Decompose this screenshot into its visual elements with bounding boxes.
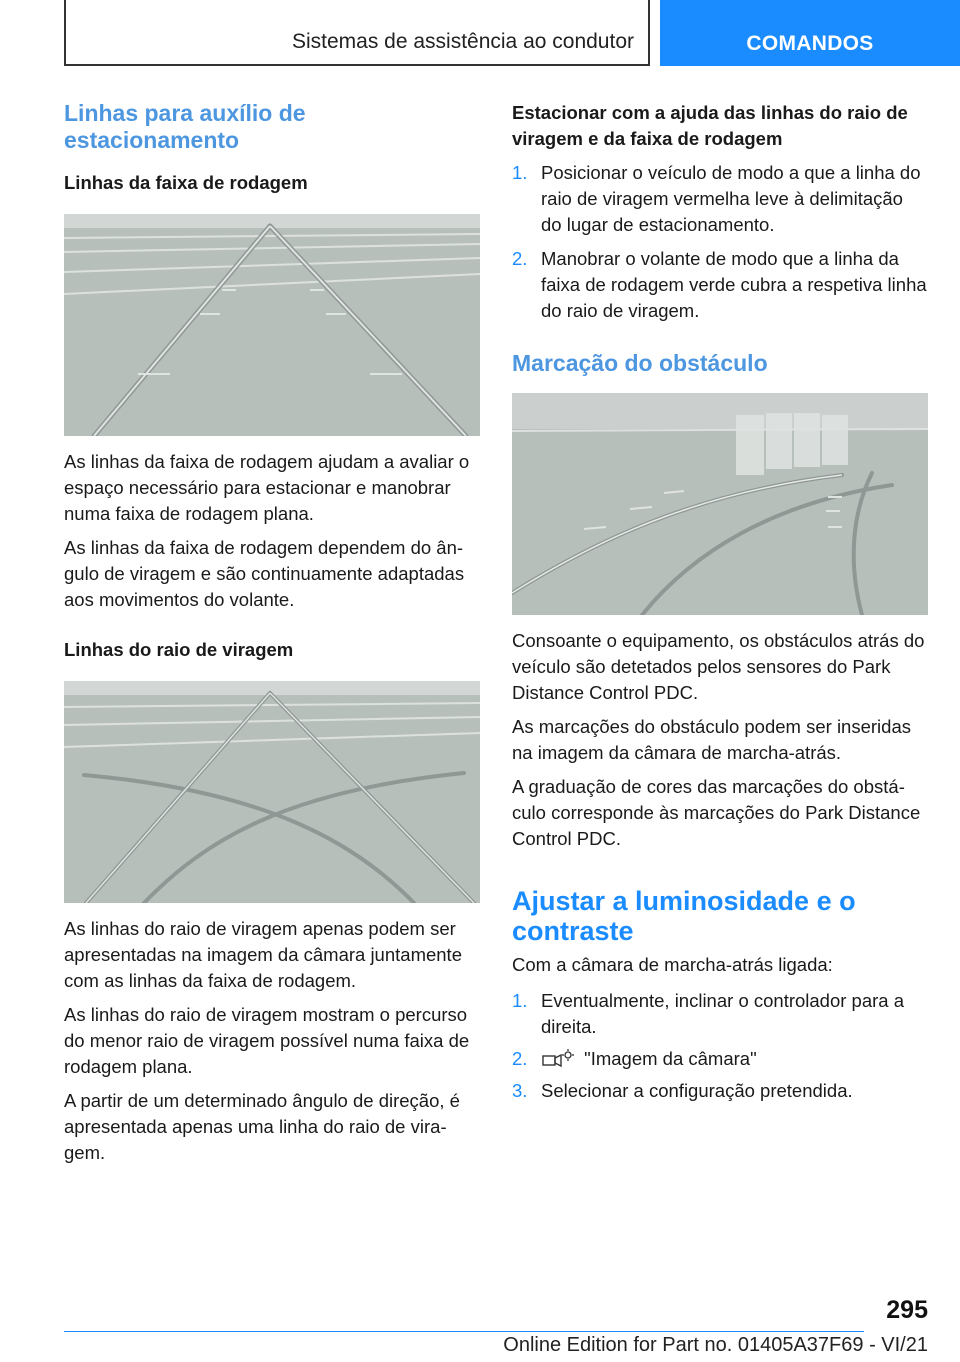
paragraph-turning-radius-3: A partir de um determinado ângulo de direção, é apresentada apenas uma linha do raio de viragem. — [64, 1090, 460, 1163]
step-text: "Imagem da câmara" — [584, 1048, 757, 1069]
page-header — [0, 0, 960, 66]
paragraph-turning-radius-1: As linhas do raio de viragem apenas podem ser apresentadas na imagem da câmara juntamente com as linhas da faixa de rodagem. — [64, 918, 462, 991]
footer-divider — [64, 1331, 864, 1332]
step-number: 3. — [512, 1080, 528, 1101]
step-text: Eventualmente, inclinar o controlador para a direita. — [541, 990, 905, 1037]
section-title: Sistemas de assistência ao condutor — [291, 30, 634, 53]
heading-parking-lines: Linhas para auxílio de estacionamento — [64, 100, 306, 153]
paragraph-obstacle-1: Consoante o equipamento, os obstáculos atrás do veículo são detetados pelos sensores do Park Distance Control PDC. — [512, 630, 925, 703]
list-item — [512, 160, 928, 238]
step-text: Manobrar o volante de modo que a linha da faixa de rodagem verde cubra a respetiva linha do raio de viragem. — [541, 248, 927, 321]
obstacle-marking-illustration — [512, 393, 928, 615]
list-item — [512, 988, 928, 1040]
heading-obstacle-marking: Marcação do obstáculo — [512, 350, 768, 376]
step-number: 1. — [512, 990, 528, 1011]
paragraph-turning-radius-2: As linhas do raio de viragem mostram o percurso do menor raio de viragem possível numa faixa de rodagem plana. — [64, 1004, 470, 1077]
step-number: 2. — [512, 248, 528, 269]
parking-steps-list — [512, 160, 928, 324]
paragraph-camera-on: Com a câmara de marcha-atrás ligada: — [512, 954, 833, 975]
list-item — [512, 1046, 928, 1072]
camera-settings-icon — [541, 1048, 575, 1068]
paragraph-obstacle-2: As marcações do obstáculo podem ser inseridas na imagem da câmara de marcha-atrás. — [512, 716, 911, 763]
subheading-lane-lines: Linhas da faixa de rodagem — [64, 172, 308, 193]
footer-edition-text: Online Edition for Part no. 01405A37F69 - VI/21 — [503, 1334, 928, 1356]
page-number: 295 — [886, 1296, 928, 1324]
step-number: 1. — [512, 162, 528, 183]
step-text: Posicionar o veículo de modo a que a linha do raio de viragem vermelha leve à delimitação do lugar de estacionamento. — [541, 162, 921, 235]
subheading-turning-radius: Linhas do raio de viragem — [64, 639, 294, 660]
subheading-parking-with-lines: Estacionar com a ajuda das linhas do raio de viragem e da faixa de rodagem — [512, 102, 908, 149]
chapter-tab — [660, 0, 960, 66]
list-item — [512, 1078, 928, 1104]
chapter-tab-label: COMANDOS — [746, 32, 874, 55]
right-column — [512, 100, 928, 1104]
lane-lines-illustration — [64, 214, 480, 436]
paragraph-obstacle-3: A graduação de cores das marcações do obstáculo corresponde às marcações do Park Distance Control PDC. — [512, 776, 921, 849]
list-item — [512, 246, 928, 324]
brightness-steps-list — [512, 988, 928, 1104]
heading-brightness-contrast: Ajustar a luminosidade e o contraste — [512, 886, 856, 946]
step-text: Selecionar a configuração pretendida. — [541, 1080, 853, 1101]
turning-radius-illustration — [64, 681, 480, 903]
paragraph-lane-lines-2: As linhas da faixa de rodagem dependem do ângulo de viragem e são continuamente adaptadas aos movimentos do volante. — [64, 537, 465, 610]
header-box — [64, 0, 650, 66]
paragraph-lane-lines-1: As linhas da faixa de rodagem ajudam a avaliar o espaço necessário para estacionar e manobrar numa faixa de rodagem plana. — [64, 451, 470, 524]
left-column — [64, 100, 480, 1166]
step-number: 2. — [512, 1048, 528, 1069]
